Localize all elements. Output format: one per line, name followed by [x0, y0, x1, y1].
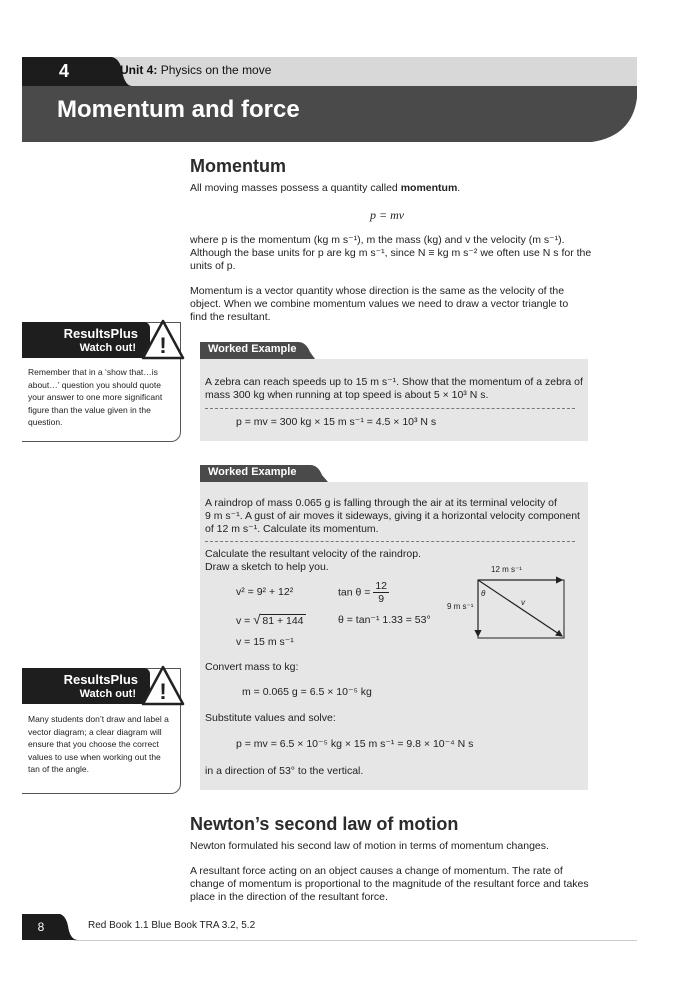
vector-triangle-diagram — [470, 572, 574, 644]
results-plus-brand: ResultsPlus — [63, 672, 138, 687]
eq-theta: θ = tan⁻¹ 1.33 = 53° — [338, 614, 431, 626]
results-plus-text-1: Remember that in a ‘show that…is about…’ question you should quote your answer to one more significant figure than the value given in the question. — [28, 367, 163, 427]
worked-example-2-question: A raindrop of mass 0.065 g is falling through the air at its terminal velocity of 9 m s⁻¹. A gust of air moves it sideways, giving it a horizontal velocity component of 12 m s⁻¹. Calculate its momentum. — [205, 497, 580, 535]
eq-v-sqrt: v = √ 81 + 144 — [236, 612, 304, 627]
results-plus-brand: ResultsPlus — [63, 326, 138, 341]
svg-text:!: ! — [159, 333, 167, 358]
newton-paragraph: A resultant force acting on an object causes a change of momentum. The rate of change of momentum is proportional to the magnitude of the resultant force and takes place in the direction of the resultant force. — [190, 865, 589, 903]
warning-icon — [140, 318, 186, 362]
watch-out-label: Watch out! — [79, 342, 136, 354]
momentum-formula: p = mv — [370, 208, 405, 222]
warning-icon — [140, 664, 186, 708]
unit-header-band — [22, 57, 637, 86]
worked-example-1-question: A zebra can reach speeds up to 15 m s⁻¹. Show that the momentum of a zebra of mass 300 kg when running at top speed is about 5 × 10³ N s. — [205, 376, 583, 401]
diagram-top-label: 12 m s⁻¹ — [491, 565, 522, 574]
footer-rule — [74, 940, 637, 941]
step-convert-mass: Convert mass to kg: — [205, 661, 299, 673]
newton-intro: Newton formulated his second law of motion in terms of momentum changes. — [190, 840, 549, 852]
book-references: Red Book 1.1 Blue Book TRA 3.2, 5.2 — [88, 920, 256, 931]
momentum-intro: All moving masses possess a quantity called momentum. — [190, 182, 461, 194]
unit-label: Unit 4: Physics on the move — [120, 63, 272, 77]
eq-v-result: v = 15 m s⁻¹ — [236, 636, 294, 648]
worked-example-tab-1: Worked Example — [208, 343, 297, 355]
eq-mass: m = 0.065 g = 6.5 × 10⁻⁵ kg — [242, 686, 372, 698]
page-number: 8 — [37, 920, 45, 934]
svg-text:!: ! — [159, 679, 167, 704]
diagram-v-label: v — [521, 598, 525, 607]
eq-tan-theta: tan θ = $\frac{12}{9}$ — [338, 580, 388, 605]
page-title: Momentum and force — [57, 96, 300, 123]
eq-v-squared: v² = 9² + 12² — [236, 586, 294, 598]
newton-heading: Newton’s second law of motion — [190, 814, 459, 834]
worked-example-tab-2: Worked Example — [208, 466, 297, 478]
results-plus-text-2: Many students don’t draw and label a vector diagram; a clear diagram will ensure that you choose the correct values to use when working out the tan of the angle. — [28, 714, 169, 774]
momentum-definition: where p is the momentum (kg m s⁻¹), m the mass (kg) and v the velocity (m s⁻¹). Although the base units for p are kg m s⁻¹, since N ≡ kg m s⁻² we often use N s for the units of p. — [190, 234, 592, 272]
step-resultant-velocity: Calculate the resultant velocity of the raindrop. Draw a sketch to help you. — [205, 548, 421, 573]
dashed-divider — [205, 541, 575, 542]
eq-momentum: p = mv = 6.5 × 10⁻⁵ kg × 15 m s⁻¹ = 9.8 × 10⁻⁴ N s — [236, 738, 474, 750]
vector-quantity-paragraph: Momentum is a vector quantity whose direction is the same as the velocity of the object. When we combine momentum values we need to draw a vector triangle to find the resultant. — [190, 285, 569, 323]
chapter-number: 4 — [58, 61, 69, 81]
results-plus-header-2 — [22, 668, 150, 704]
step-substitute: Substitute values and solve: — [205, 712, 336, 724]
momentum-heading: Momentum — [190, 156, 286, 176]
dashed-divider — [205, 408, 575, 409]
direction-conclusion: in a direction of 53° to the vertical. — [205, 765, 364, 777]
watch-out-label: Watch out! — [79, 688, 136, 700]
diagram-angle-label: θ — [481, 589, 486, 598]
diagram-side-label: 9 m s⁻¹ — [447, 602, 474, 611]
worked-example-1-answer: p = mv = 300 kg × 15 m s⁻¹ = 4.5 × 10³ N s — [236, 416, 437, 428]
results-plus-header-1 — [22, 322, 150, 358]
